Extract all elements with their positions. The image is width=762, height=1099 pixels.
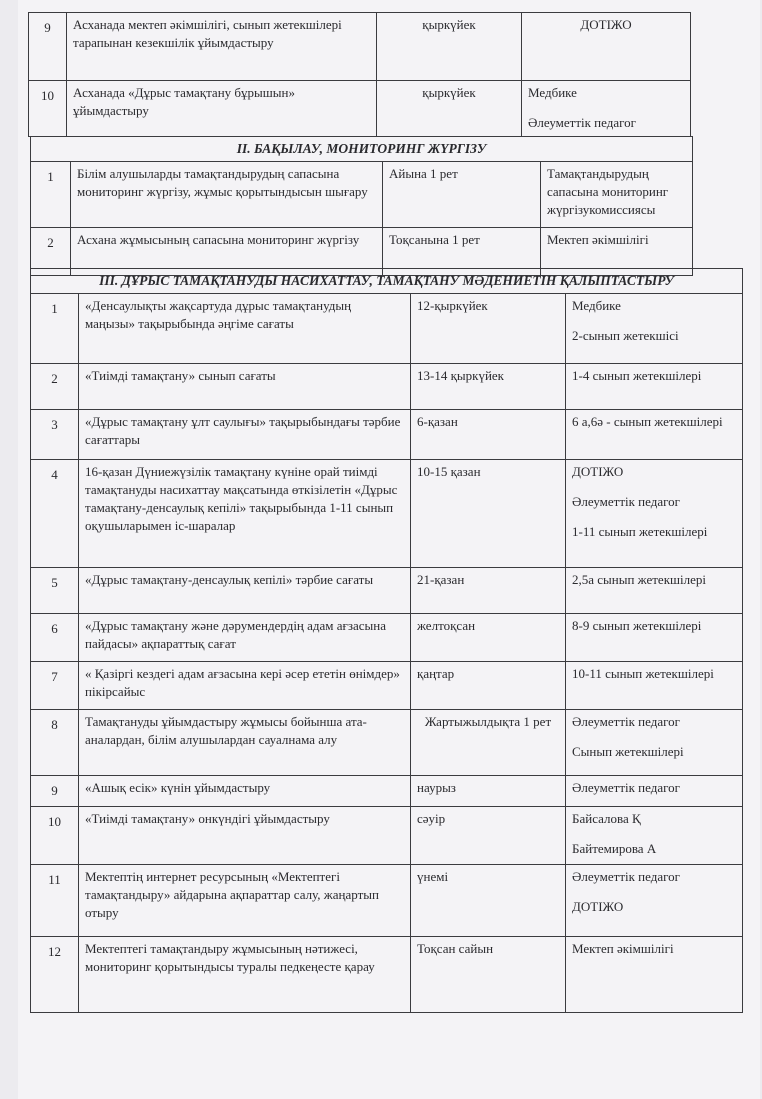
section-title: ІІІ. ДҰРЫС ТАМАҚТАНУДЫ НАСИХАТТАУ, ТАМАҚТАНУ МӘДЕНИЕТІН ҚАЛЫПТАСТЫРУ: [31, 269, 743, 294]
table-row: [31, 410, 743, 460]
date-cell: 13-14 қыркүйек: [411, 364, 566, 410]
date-cell: 21-қазан: [411, 568, 566, 614]
row-number: 12: [31, 937, 79, 1013]
responsible-line: 2,5а сынып жетекшілері: [572, 572, 707, 587]
event-cell: «Дұрыс тамақтану-денсаулық кепілі» тәрбие сағаты: [79, 568, 411, 614]
responsible-line: 10-11 сынып жетекшілері: [572, 666, 714, 681]
responsible-line: Сынып жетекшілері: [572, 744, 684, 759]
responsible-line: Әлеуметтік педагог: [572, 714, 680, 729]
responsible-cell: [566, 460, 743, 568]
responsible-line: 2-сынып жетекшісі: [572, 328, 679, 343]
row-number: 9: [29, 13, 67, 81]
date-cell: наурыз: [411, 776, 566, 807]
responsible-cell: [566, 807, 743, 865]
section-header-row: [31, 269, 743, 294]
responsible-line: Мектеп әкімшілігі: [547, 232, 649, 247]
date-cell: Тоқсанына 1 рет: [383, 228, 541, 276]
event-cell: Тамақтануды ұйымдастыру жұмысы бойынша ата-аналардан, білім алушылардан сауалнама алу: [79, 710, 411, 776]
responsible-cell: [566, 364, 743, 410]
event-cell: «Ашық есік» күнін ұйымдастыру: [79, 776, 411, 807]
responsible-line: 1-4 сынып жетекшілері: [572, 368, 702, 383]
row-number: 10: [29, 81, 67, 137]
event-cell: Асханада мектеп әкімшілігі, сынып жетекшілері тарапынан кезекшілік ұйымдастыру: [67, 13, 377, 81]
responsible-cell: [566, 614, 743, 662]
responsible-line: Әлеуметтік педагог: [572, 869, 680, 884]
plan-table-section-1: [28, 12, 691, 137]
table-row: [31, 294, 743, 364]
table-row: [31, 460, 743, 568]
row-number: 6: [31, 614, 79, 662]
date-cell: 12-қыркүйек: [411, 294, 566, 364]
row-number: 8: [31, 710, 79, 776]
event-cell: «Денсаулықты жақсартуда дұрыс тамақтанудың маңызы» тақырыбында әңгіме сағаты: [79, 294, 411, 364]
date-cell: 6-қазан: [411, 410, 566, 460]
responsible-line: 1-11 сынып жетекшілері: [572, 524, 708, 539]
table-row: [31, 865, 743, 937]
table-row: [29, 13, 691, 81]
table-row: [31, 568, 743, 614]
responsible-line: Байсалова Қ: [572, 811, 641, 826]
responsible-line: Әлеуметтік педагог: [572, 494, 680, 509]
table-row: [31, 364, 743, 410]
row-number: 1: [31, 294, 79, 364]
responsible-line: ДОТІЖО: [580, 17, 632, 32]
table-row: [31, 807, 743, 865]
date-cell: үнемі: [411, 865, 566, 937]
table-row: [31, 662, 743, 710]
row-number: 3: [31, 410, 79, 460]
event-cell: Асхана жұмысының сапасына мониторинг жүргізу: [71, 228, 383, 276]
responsible-line: Медбике: [572, 298, 621, 313]
event-cell: Асханада «Дұрыс тамақтану бұрышын» ұйымдастыру: [67, 81, 377, 137]
event-cell: Білім алушыларды тамақтандырудың сапасына мониторинг жүргізу, жұмыс қорытындысын шығару: [71, 162, 383, 228]
responsible-line: ДОТІЖО: [572, 464, 624, 479]
table-row: [31, 614, 743, 662]
event-cell: « Қазіргі кездегі адам ағзасына кері әсер ететін өнімдер» пікірсайыс: [79, 662, 411, 710]
responsible-cell: [566, 937, 743, 1013]
row-number: 11: [31, 865, 79, 937]
row-number: 5: [31, 568, 79, 614]
row-number: 4: [31, 460, 79, 568]
responsible-cell: [566, 710, 743, 776]
date-cell: қыркүйек: [377, 13, 522, 81]
responsible-cell: [566, 294, 743, 364]
table-row: [31, 162, 693, 228]
table-row: [31, 776, 743, 807]
event-cell: Мектептің интернет ресурсының «Мектептегі тамақтандыру» айдарына ақпараттар салу, жаңартып отыру: [79, 865, 411, 937]
row-number: 1: [31, 162, 71, 228]
responsible-cell: [566, 568, 743, 614]
responsible-line: Әлеуметтік педагог: [528, 115, 636, 130]
responsible-cell: [566, 865, 743, 937]
row-number: 2: [31, 228, 71, 276]
table-row: [31, 710, 743, 776]
responsible-line: ДОТІЖО: [572, 899, 624, 914]
responsible-cell: [522, 81, 691, 137]
row-number: 7: [31, 662, 79, 710]
event-cell: «Дұрыс тамақтану ұлт саулығы» тақырыбындағы тәрбие сағаттары: [79, 410, 411, 460]
responsible-line: 6 а,6ә - сынып жетекшілері: [572, 414, 723, 429]
date-cell: 10-15 қазан: [411, 460, 566, 568]
date-cell: Жартыжылдықта 1 рет: [411, 710, 566, 776]
event-cell: 16-қазан Дүниежүзілік тамақтану күніне орай тиімді тамақтануды насихаттау мақсатында өткізілетін «Дұрыс тамақтану-денсаулық кепілі» тақырыбында 1-11 сынып оқушыларымен іс-шаралар: [79, 460, 411, 568]
date-cell: қаңтар: [411, 662, 566, 710]
event-cell: «Тиімді тамақтану» сынып сағаты: [79, 364, 411, 410]
date-cell: желтоқсан: [411, 614, 566, 662]
section-header-row: [31, 137, 693, 162]
event-cell: «Дұрыс тамақтану және дәрумендердің адам ағзасына пайдасы» ақпараттық сағат: [79, 614, 411, 662]
date-cell: Айына 1 рет: [383, 162, 541, 228]
responsible-line: Әлеуметтік педагог: [572, 780, 680, 795]
responsible-cell: [541, 162, 693, 228]
section-title: ІІ. БАҚЫЛАУ, МОНИТОРИНГ ЖҮРГІЗУ: [31, 137, 693, 162]
responsible-cell: [566, 410, 743, 460]
responsible-line: 8-9 сынып жетекшілері: [572, 618, 702, 633]
row-number: 10: [31, 807, 79, 865]
plan-table-section-3: [30, 268, 743, 1013]
row-number: 2: [31, 364, 79, 410]
row-number: 9: [31, 776, 79, 807]
responsible-line: Медбике: [528, 85, 577, 100]
date-cell: Тоқсан сайын: [411, 937, 566, 1013]
table-row: [29, 81, 691, 137]
responsible-cell: [522, 13, 691, 81]
date-cell: қыркүйек: [377, 81, 522, 137]
responsible-cell: [566, 662, 743, 710]
responsible-line: Байтемирова А: [572, 841, 657, 856]
plan-table-section-2: [30, 136, 693, 276]
date-cell: сәуір: [411, 807, 566, 865]
table-row: [31, 937, 743, 1013]
responsible-line: Тамақтандырудың сапасына мониторинг жүргізукомиссиясы: [547, 166, 669, 217]
event-cell: «Тиімді тамақтану» онкүндігі ұйымдастыру: [79, 807, 411, 865]
event-cell: Мектептегі тамақтандыру жұмысының нәтижесі, мониторинг қорытындысы туралы педкеңесте қарау: [79, 937, 411, 1013]
responsible-line: Мектеп әкімшілігі: [572, 941, 674, 956]
responsible-cell: [566, 776, 743, 807]
